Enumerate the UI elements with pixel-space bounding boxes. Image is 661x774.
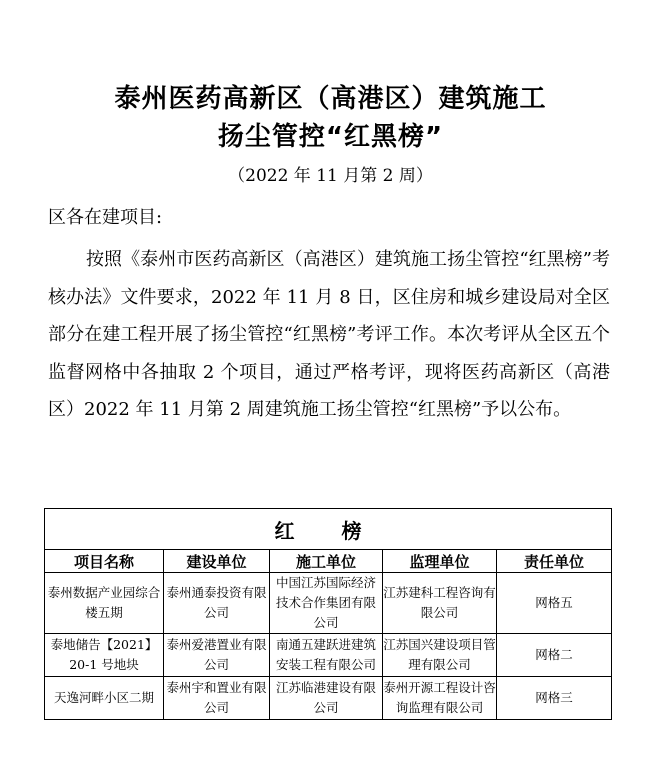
header-supervisor: 监理单位 [383,550,497,573]
cell-builder: 泰州通泰投资有限公司 [164,573,270,634]
cell-project: 泰地储告【2021】20-1 号地块 [45,634,164,677]
cell-contractor: 中国江苏国际经济技术合作集团有限公司 [270,573,383,634]
salutation: 区各在建项目: [48,207,163,228]
cell-supervisor: 泰州开源工程设计咨询监理有限公司 [383,677,497,720]
red-list-table [44,508,612,720]
header-project-name: 项目名称 [45,550,164,573]
document-title-line-1: 泰州医药高新区（高港区）建筑施工 [114,84,547,114]
document-title-line-2: 扬尘管控“红黑榜” [217,122,444,152]
body-paragraph: 按照《泰州市医药高新区（高港区）建筑施工扬尘管控“红黑榜”考核办法》文件要求，2022 年 11 月 8 日，区住房和城乡建设局对全区部分在建工程开展了扬尘管控“红黑榜”考评工作。本次考评从全区五个监督网格中各抽取 2 个项目，通过严格考评，现将医药高新区（高港区）2022 年 11 月第 2 周建筑施工扬尘管控“红黑榜”予以公布。 [48,249,610,421]
cell-contractor: 南通五建跃进建筑安装工程有限公司 [270,634,383,677]
table-row [45,634,612,677]
cell-contractor: 江苏临港建设有限公司 [270,677,383,720]
header-contractor: 施工单位 [270,550,383,573]
cell-responsible: 网格二 [497,634,612,677]
cell-project: 天逸河畔小区二期 [45,677,164,720]
cell-supervisor: 江苏建科工程咨询有限公司 [383,573,497,634]
red-list-caption: 红 榜 [45,509,612,550]
cell-builder: 泰州宇和置业有限公司 [164,677,270,720]
cell-responsible: 网格三 [497,677,612,720]
cell-supervisor: 江苏国兴建设项目管理有限公司 [383,634,497,677]
cell-builder: 泰州爱港置业有限公司 [164,634,270,677]
reporting-period: （2022 年 11 月第 2 周） [228,166,433,186]
table-row [45,677,612,720]
cell-responsible: 网格五 [497,573,612,634]
table-row [45,573,612,634]
cell-project: 泰州数据产业园综合楼五期 [45,573,164,634]
header-builder: 建设单位 [164,550,270,573]
header-responsible: 责任单位 [497,550,612,573]
